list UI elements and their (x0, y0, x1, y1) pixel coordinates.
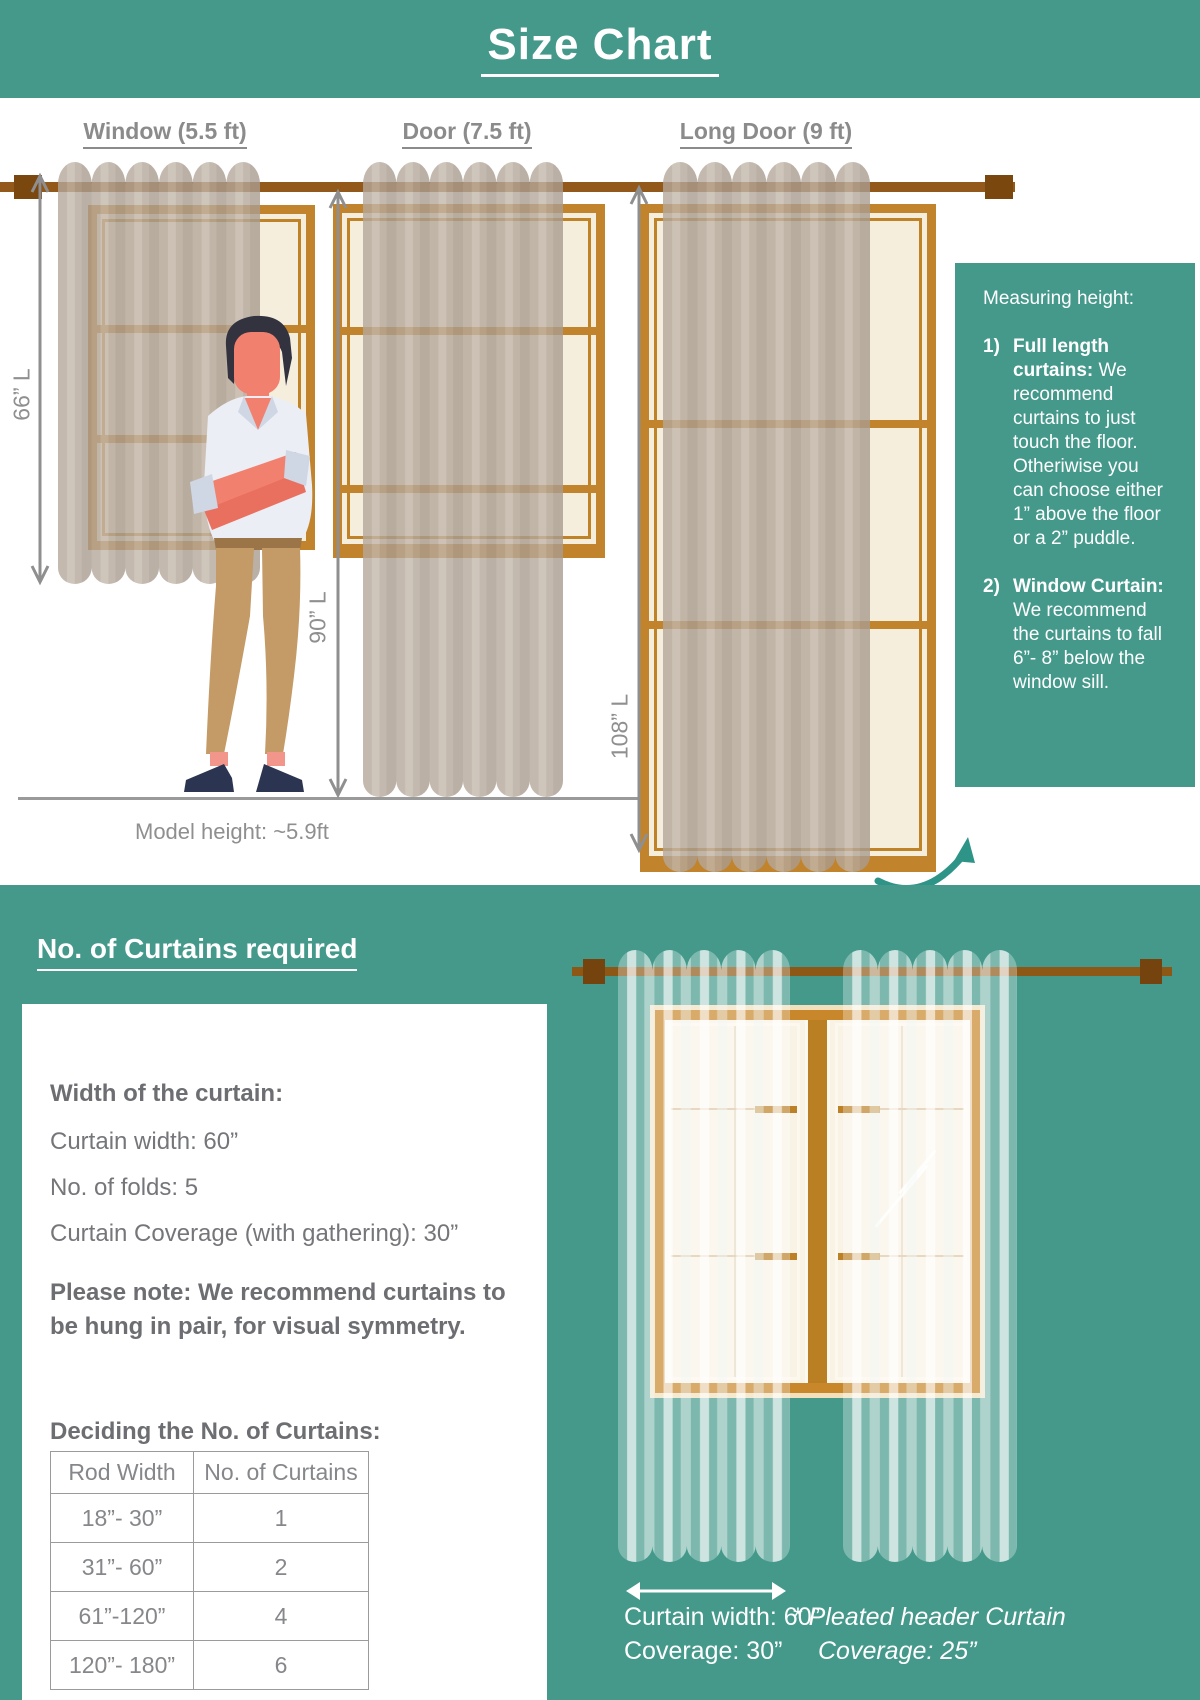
table-row: 120”- 180” 6 (51, 1641, 369, 1690)
sheer-curtain-left (618, 948, 790, 1562)
window-center-divider (805, 1020, 830, 1383)
label-window: Window (5.5 ft) (55, 118, 275, 145)
section-heading: No. of Curtains required (37, 933, 357, 965)
measuring-box-title: Measuring height: (983, 288, 1135, 309)
rod-finial-right (985, 175, 1013, 199)
card-folds: No. of folds: 5 (50, 1174, 199, 1201)
table-header-row (51, 1452, 369, 1494)
table-row: 31”- 60” 2 (51, 1543, 369, 1592)
col-no-of-curtains: No. of Curtains (194, 1452, 369, 1494)
card-curtain-width: Curtain width: 60” (50, 1128, 239, 1155)
col-rod-width: Rod Width (51, 1452, 194, 1494)
card-coverage: Curtain Coverage (with gathering): 30” (50, 1220, 459, 1247)
measuring-box-item-1: 1) Full length curtains: We recommend curtains to just touch the floor. Otheriwise you can choose either 1” above the floor or a 2” puddle. (983, 336, 1163, 549)
table-row: 18”- 30” 1 (51, 1494, 369, 1543)
info-card (22, 1004, 547, 1700)
model-height-caption: Model height: ~5.9ft (135, 819, 329, 844)
curtain-108-inch (663, 160, 870, 872)
label-long-door: Long Door (9 ft) (656, 118, 876, 145)
model-figure (150, 280, 350, 810)
card-width-title: Width of the curtain: (50, 1080, 284, 1107)
curtain-90-inch (363, 160, 563, 797)
sheer-curtain-right (843, 948, 1017, 1562)
header-band (0, 0, 1200, 98)
measurement-66: 66” L (8, 368, 35, 421)
measuring-height-box (955, 263, 1195, 787)
label-door: Door (7.5 ft) (357, 118, 577, 145)
bottom-rod-finial-right (1140, 959, 1162, 984)
arrow-90-icon (327, 188, 349, 799)
page-title: Size Chart (481, 20, 718, 77)
table-row: 61”-120” 4 (51, 1592, 369, 1641)
pleated-note-label: * Pleated header Curtain Coverage: 25” (792, 1603, 1066, 1665)
length-chart-section (0, 98, 1200, 885)
bottom-rod-finial-left (583, 959, 605, 984)
measurement-90: 90” L (304, 591, 331, 644)
rod-width-table (50, 1451, 369, 1690)
bottom-width-label: Curtain width: 60” Coverage: 30” (624, 1603, 820, 1665)
measurement-108: 108” L (606, 693, 633, 760)
card-table-title: Deciding the No. of Curtains: (50, 1418, 381, 1445)
measuring-box-item-2: 2) Window Curtain: We recommend the curtains to fall 6”- 8” below the window sill. (983, 576, 1164, 693)
curtain-count-section (0, 885, 1200, 1700)
card-note: Please note: We recommend curtains to be hung in pair, for visual symmetry. (50, 1279, 506, 1340)
